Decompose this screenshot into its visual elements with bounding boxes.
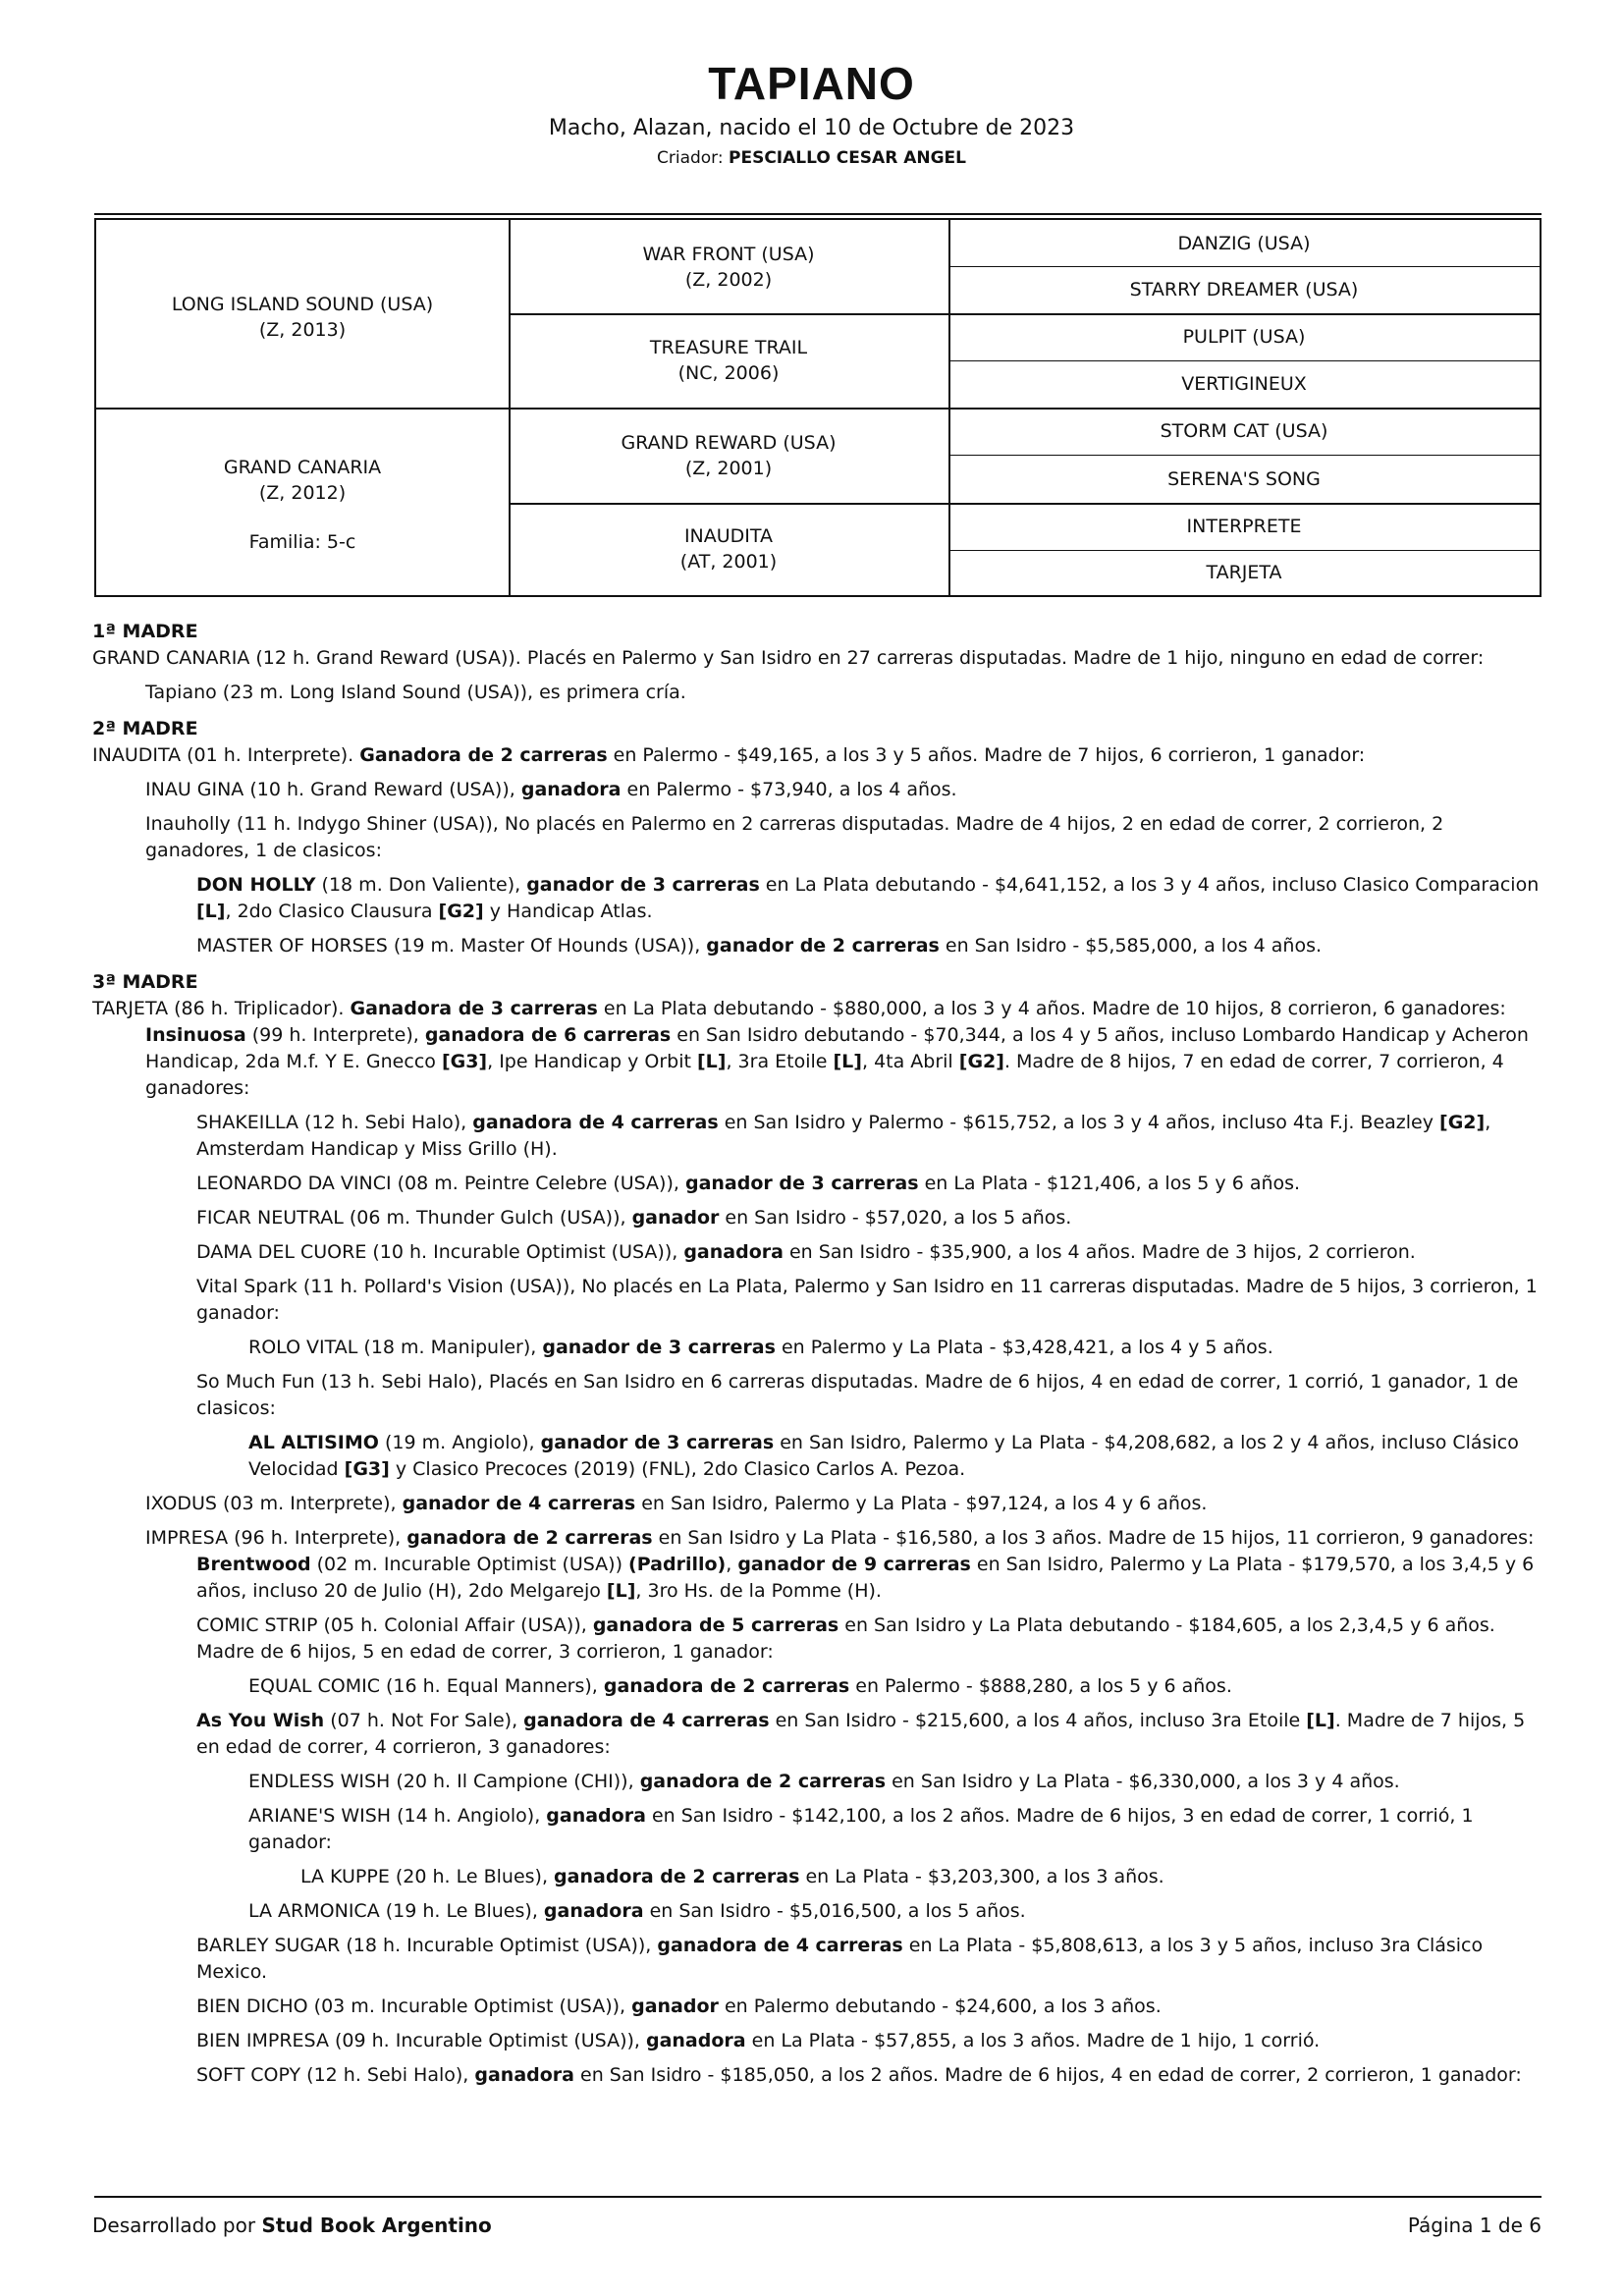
family-entry [92,680,1545,706]
pedigree-dam [96,408,509,595]
family-entry [92,2062,1545,2089]
entry-text: en La Plata debutando - $880,000, a los 3 y 4 años. Madre de 10 hijos, 8 corrieron, 6 ganadores: [597,998,1506,1019]
pedigree-gen3-cell: PULPIT (USA) [1182,326,1306,348]
family-entry [92,2028,1545,2054]
dam-dam-detail: (AT, 2001) [679,551,778,573]
entry-text: (18 m. Don Valiente), [315,874,527,896]
entry-highlight: [L] [1306,1710,1335,1731]
entry-text: en La Plata - $121,406, a los 5 y 6 años. [918,1173,1301,1194]
pedigree-sire-sire [509,220,948,313]
entry-highlight: [G2] [958,1051,1004,1072]
dam-dam-name: INAUDITA [683,525,774,547]
entry-text: , 2do Clasico Clausura [225,901,439,922]
breeder-name: PESCIALLO CESAR ANGEL [729,148,966,168]
entry-text: GRAND CANARIA (12 h. Grand Reward (USA)). Placés en Palermo y San Isidro en 27 carreras disputadas. Madre de 1 hijo, ninguno en edad de correr: [92,647,1485,669]
family-entry [92,645,1545,672]
entry-highlight: [L] [833,1051,862,1072]
entry-highlight: ganadora de 4 carreras [472,1112,719,1133]
entry-highlight: Insinuosa [145,1024,246,1046]
entry-text: en San Isidro y La Plata - $6,330,000, a los 3 y 4 años. [886,1771,1400,1792]
entry-highlight: [G3] [441,1051,488,1072]
entry-text: en San Isidro - $5,016,500, a los 5 años. [643,1900,1026,1922]
footer-credit [92,2214,492,2237]
entry-highlight: (Padrillo) [628,1554,727,1575]
entry-highlight: Ganadora de 2 carreras [359,744,608,766]
entry-text: en La Plata debutando - $4,641,152, a los 3 y 4 años, incluso Clasico Comparacion [759,874,1540,896]
entry-text: LEONARDO DA VINCI (08 m. Peintre Celebre (USA)), [196,1173,685,1194]
horse-name: TAPIANO [708,58,915,109]
entry-text: SHAKEILLA (12 h. Sebi Halo), [196,1112,473,1133]
entry-highlight: [L] [696,1051,727,1072]
sire-detail: (Z, 2013) [258,318,347,341]
entry-highlight: [G3] [344,1458,390,1480]
dam-sire-name: GRAND REWARD (USA) [621,431,837,454]
entry-text: en San Isidro, Palermo y La Plata - $4,208,682, a los 2 y 4 años, incluso Clásico Velocidad [248,1432,1519,1480]
entry-text: en San Isidro y Palermo - $615,752, a los 3 y 4 años, incluso 4ta F.j. Beazley [718,1112,1440,1133]
family-entry [92,1369,1545,1422]
entry-highlight: ganador de 3 carreras [540,1432,775,1453]
entry-text: FICAR NEUTRAL (06 m. Thunder Gulch (USA)), [196,1207,632,1229]
entry-highlight: Brentwood [196,1554,311,1575]
entry-text: en San Isidro - $215,600, a los 4 años, incluso 3ra Etoile [769,1710,1307,1731]
family-entry [92,1613,1545,1666]
family-entry [92,872,1545,925]
family-entry [92,1335,1545,1361]
entry-text: en San Isidro - $35,900, a los 4 años. Madre de 3 hijos, 2 corrieron. [783,1241,1416,1263]
breeder-line [0,148,1623,168]
entry-text: Inauholly (11 h. Indygo Shiner (USA)), No placés en Palermo en 2 carreras disputadas. Madre de 4 hijos, 2 en edad de correr, 2 corrieron, 2 ganadores, 1 de clasicos: [145,813,1444,861]
entry-highlight: ganadora de 2 carreras [554,1866,800,1887]
pedigree-gen3-cell: SERENA'S SONG [1167,467,1321,490]
dam-detail: (Z, 2012) [258,481,347,504]
entry-highlight: ganador [631,1207,720,1229]
entry-highlight: AL ALTISIMO [248,1432,379,1453]
pedigree-sire-dam [509,313,948,408]
family-sections [92,619,1545,2089]
entry-text: COMIC STRIP (05 h. Colonial Affair (USA)), [196,1614,593,1636]
family-entry [92,1552,1545,1605]
entry-highlight: [L] [196,901,226,922]
family-entry [92,777,1545,803]
entry-text: , 3ro Hs. de la Pomme (H). [635,1580,882,1602]
entry-text: , [726,1554,738,1575]
horse-description: Macho, Alazan, nacido el 10 de Octubre de 2023 [548,116,1075,140]
pedigree-gen3-cell: DANZIG (USA) [1177,232,1311,254]
entry-text: ARIANE'S WISH (14 h. Angiolo), [248,1805,547,1827]
entry-text: y Handicap Atlas. [483,901,653,922]
entry-text: EQUAL COMIC (16 h. Equal Manners), [248,1675,604,1697]
entry-highlight: ganadora de 5 carreras [592,1614,839,1636]
pedigree-gen3-cell: STARRY DREAMER (USA) [1129,279,1359,301]
entry-highlight: ganadora de 2 carreras [603,1675,850,1697]
family-entry [92,1994,1545,2020]
family-entry [92,1769,1545,1795]
entry-text: Tapiano (23 m. Long Island Sound (USA)), es primera cría. [145,682,686,703]
entry-highlight: ganadora de 4 carreras [523,1710,770,1731]
family-entry [92,1430,1545,1483]
sire-name: LONG ISLAND SOUND (USA) [171,293,434,315]
entry-text: en San Isidro y La Plata - $16,580, a los 3 años. Madre de 15 hijos, 11 corrieron, 9 ganadores: [652,1527,1535,1549]
entry-highlight: ganador [631,1995,719,2017]
entry-highlight: ganador de 9 carreras [737,1554,971,1575]
entry-highlight: ganador de 3 carreras [542,1337,776,1358]
entry-text: en San Isidro, Palermo y La Plata - $97,124, a los 4 y 6 años. [635,1493,1208,1514]
family-entry [92,1673,1545,1700]
pedigree-dam-sire [509,408,948,503]
family-entry [92,1933,1545,1986]
entry-text: BIEN DICHO (03 m. Incurable Optimist (USA)), [196,1995,632,2017]
entry-text: , 3ra Etoile [726,1051,834,1072]
entry-highlight: ganadora de 6 carreras [424,1024,672,1046]
entry-text: (02 m. Incurable Optimist (USA)) [310,1554,629,1575]
entry-text: en San Isidro, Palermo y La Plata - $179,570, a los 3,4,5 y 6 años, incluso 20 de Julio (H), 2do Melgarejo [196,1554,1535,1602]
entry-highlight: ganador de 3 carreras [684,1173,919,1194]
entry-text: IXODUS (03 m. Interprete), [145,1493,403,1514]
family-entry [92,1274,1545,1327]
entry-text: DAMA DEL CUORE (10 h. Incurable Optimist (USA)), [196,1241,684,1263]
entry-text: IMPRESA (96 h. Interprete), [145,1527,407,1549]
header-divider [94,213,1542,215]
sire-sire-detail: (Z, 2002) [684,268,773,291]
entry-text: LA KUPPE (20 h. Le Blues), [300,1866,555,1887]
entry-text: ENDLESS WISH (20 h. Il Campione (CHI)), [248,1771,640,1792]
footer-divider [94,2196,1542,2198]
entry-text: en San Isidro - $142,100, a los 2 años. Madre de 6 hijos, 3 en edad de correr, 1 corrió, 1 ganador: [248,1805,1474,1853]
entry-highlight: ganadora de 4 carreras [657,1935,903,1956]
entry-text: y Clasico Precoces (2019) (FNL), 2do Clasico Carlos A. Pezoa. [389,1458,966,1480]
pedigree-dam-dam [509,503,948,595]
entry-highlight: ganadora de 2 carreras [406,1527,653,1549]
entry-text: en San Isidro debutando - $70,344, a los 4 y 5 años, incluso Lombardo Handicap y Acheron Handicap, 2da M.f. Y E. Gnecco [145,1024,1529,1072]
entry-highlight: As You Wish [196,1710,325,1731]
entry-highlight: ganador de 4 carreras [402,1493,636,1514]
entry-text: en Palermo - $888,280, a los 5 y 6 años. [849,1675,1232,1697]
sire-dam-name: TREASURE TRAIL [649,337,808,358]
pedigree-table [94,218,1542,597]
dam-family: Familia: 5-c [248,530,356,553]
pedigree-sire [96,220,509,408]
entry-text: en San Isidro y La Plata debutando - $184,605, a los 2,3,4,5 y 6 años. Madre de 6 hijos, 5 en edad de correr, 3 corrieron, 1 ganador: [196,1614,1495,1663]
entry-text: ROLO VITAL (18 m. Manipuler), [248,1337,543,1358]
entry-text: en Palermo debutando - $24,600, a los 3 años. [718,1995,1162,2017]
family-entry [92,996,1545,1022]
entry-text: en La Plata - $5,808,613, a los 3 y 5 años, incluso 3ra Clásico Mexico. [196,1935,1484,1983]
entry-text: MASTER OF HORSES (19 m. Master Of Hounds (USA)), [196,935,707,957]
entry-highlight: [L] [606,1580,636,1602]
family-entry [92,1864,1545,1890]
family-entry [92,1171,1545,1197]
sire-sire-name: WAR FRONT (USA) [642,243,815,265]
family-entry [92,1708,1545,1761]
entry-text: (19 m. Angiolo), [378,1432,541,1453]
section-heading: 3ª MADRE [92,971,198,993]
entry-highlight: ganador de 2 carreras [706,935,940,957]
dam-sire-detail: (Z, 2001) [684,457,773,479]
family-entry [92,1491,1545,1517]
family-entry [92,811,1545,864]
breeder-label: Criador: [656,148,724,168]
pedigree-gen3-cell: STORM CAT (USA) [1160,420,1328,442]
entry-highlight: ganador de 3 carreras [526,874,760,896]
entry-highlight: Ganadora de 3 carreras [350,998,598,1019]
entry-text: en Palermo y La Plata - $3,428,421, a los 4 y 5 años. [775,1337,1273,1358]
family-entry [92,1803,1545,1856]
entry-text: . Madre de 8 hijos, 7 en edad de correr, 7 corrieron, 4 ganadores: [145,1051,1504,1099]
family-entry [92,1205,1545,1231]
entry-text: , Amsterdam Handicap y Miss Grillo (H). [196,1112,1491,1160]
entry-text: , 4ta Abril [861,1051,959,1072]
dam-name: GRAND CANARIA [223,456,382,478]
entry-text: (99 h. Interprete), [245,1024,425,1046]
entry-text: Vital Spark (11 h. Pollard's Vision (USA)), No placés en La Plata, Palermo y San Isidro en 11 carreras disputadas. Madre de 5 hijos, 3 corrieron, 1 ganador: [196,1276,1538,1324]
entry-highlight: [G2] [438,901,484,922]
entry-text: (07 h. Not For Sale), [324,1710,524,1731]
entry-highlight: ganadora [546,1805,646,1827]
entry-text: en San Isidro - $185,050, a los 2 años. Madre de 6 hijos, 4 en edad de correr, 2 corrieron, 1 ganador: [574,2064,1522,2086]
section-heading: 2ª MADRE [92,718,198,739]
entry-text: en San Isidro - $5,585,000, a los 4 años. [939,935,1323,957]
entry-highlight: ganadora [683,1241,784,1263]
entry-highlight: ganadora [645,2030,746,2051]
family-entry [92,1022,1545,1102]
family-entry [92,1110,1545,1163]
section-heading: 1ª MADRE [92,621,198,642]
pedigree-gen3-cell: INTERPRETE [1186,516,1302,537]
entry-highlight: ganadora de 2 carreras [639,1771,887,1792]
pedigree-gen3-cell: TARJETA [1206,562,1282,583]
family-entry [92,742,1545,769]
entry-text: TARJETA (86 h. Triplicador). [92,998,351,1019]
entry-text: So Much Fun (13 h. Sebi Halo), Placés en San Isidro en 6 carreras disputadas. Madre de 6 hijos, 4 en edad de correr, 1 corrió, 1 ganador, 1 de clasicos: [196,1371,1519,1419]
entry-text: BARLEY SUGAR (18 h. Incurable Optimist (USA)), [196,1935,658,1956]
footer-brand: Stud Book Argentino [261,2214,492,2237]
entry-highlight: ganadora [474,2064,574,2086]
entry-highlight: ganadora [520,779,622,800]
page-number: Página 1 de 6 [1407,2214,1542,2237]
entry-text: en Palermo - $49,165, a los 3 y 5 años. Madre de 7 hijos, 6 corrieron, 1 ganador: [607,744,1366,766]
entry-text: INAUDITA (01 h. Interprete). [92,744,360,766]
entry-text: en San Isidro - $57,020, a los 5 años. [719,1207,1072,1229]
footer-prefix: Desarrollado por [92,2214,262,2237]
entry-text: LA ARMONICA (19 h. Le Blues), [248,1900,544,1922]
entry-highlight: [G2] [1439,1112,1486,1133]
sire-dam-detail: (NC, 2006) [677,362,780,384]
family-entry [92,1525,1545,1552]
entry-text: SOFT COPY (12 h. Sebi Halo), [196,2064,475,2086]
family-entry [92,1239,1545,1266]
family-entry [92,1898,1545,1925]
pedigree-gen3-cell: VERTIGINEUX [1181,373,1307,395]
entry-text: BIEN IMPRESA (09 h. Incurable Optimist (USA)), [196,2030,646,2051]
entry-highlight: ganadora [543,1900,644,1922]
entry-text: en La Plata - $3,203,300, a los 3 años. [799,1866,1164,1887]
entry-text: , Ipe Handicap y Orbit [487,1051,697,1072]
entry-text: . Madre de 7 hijos, 5 en edad de correr, 4 corrieron, 3 ganadores: [196,1710,1526,1758]
family-entry [92,933,1545,959]
entry-highlight: DON HOLLY [196,874,316,896]
entry-text: en Palermo - $73,940, a los 4 años. [621,779,957,800]
entry-text: en La Plata - $57,855, a los 3 años. Madre de 1 hijo, 1 corrió. [745,2030,1321,2051]
entry-text: INAU GINA (10 h. Grand Reward (USA)), [145,779,521,800]
